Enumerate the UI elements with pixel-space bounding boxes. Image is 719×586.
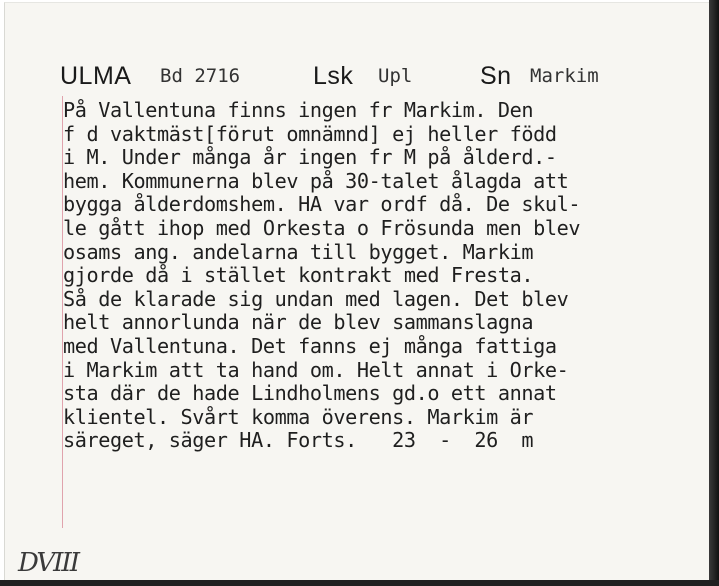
text-line: med Vallentuna. Det fanns ej många fattiga — [63, 333, 557, 358]
sn-value: Markim — [530, 65, 599, 87]
text-line: i Markim att ta hand om. Helt annat i Orke- — [63, 357, 569, 382]
text-line: klientel. Svårt komma överens. Markim är — [63, 404, 534, 429]
text-line: sta där de hade Lindholmens gd.o ett annat — [63, 381, 557, 406]
lsk-value: Upl — [378, 65, 413, 87]
typed-note — [63, 99, 703, 453]
text-line: f d vaktmäst[förut omnämnd] ej heller född — [63, 121, 557, 146]
text-line: bygga ålderdomshem. HA var ordf då. De skul- — [63, 192, 581, 217]
lsk-label: Lsk — [313, 62, 354, 90]
card-header — [60, 62, 660, 96]
text-line: Så de klarade sig undan med lagen. Det blev — [63, 286, 569, 311]
text-line: hem. Kommunerna blev på 30-talet ålagda att — [63, 168, 569, 193]
text-line: säreget, säger HA. Forts. 23 - 26 m — [63, 428, 534, 453]
text-line: gjorde då i stället kontrakt med Fresta. — [63, 263, 534, 288]
archive-name: ULMA — [60, 62, 132, 90]
text-line: På Vallentuna finns ingen fr Markim. Den — [63, 98, 534, 122]
handwritten-mark: DVIII — [18, 548, 78, 578]
scan-edge-right — [709, 0, 719, 586]
text-line: helt annorlunda när de blev sammanslagna — [63, 310, 534, 335]
sn-label: Sn — [480, 62, 512, 90]
text-line: i M. Under många år ingen fr M på ålderd.- — [63, 145, 557, 170]
scan-edge-bottom — [0, 580, 719, 586]
text-line: osams ang. andelarna till bygget. Markim — [63, 239, 534, 264]
text-line: le gått ihop med Orkesta o Frösunda men blev — [63, 215, 581, 240]
record-number: Bd 2716 — [160, 65, 241, 87]
